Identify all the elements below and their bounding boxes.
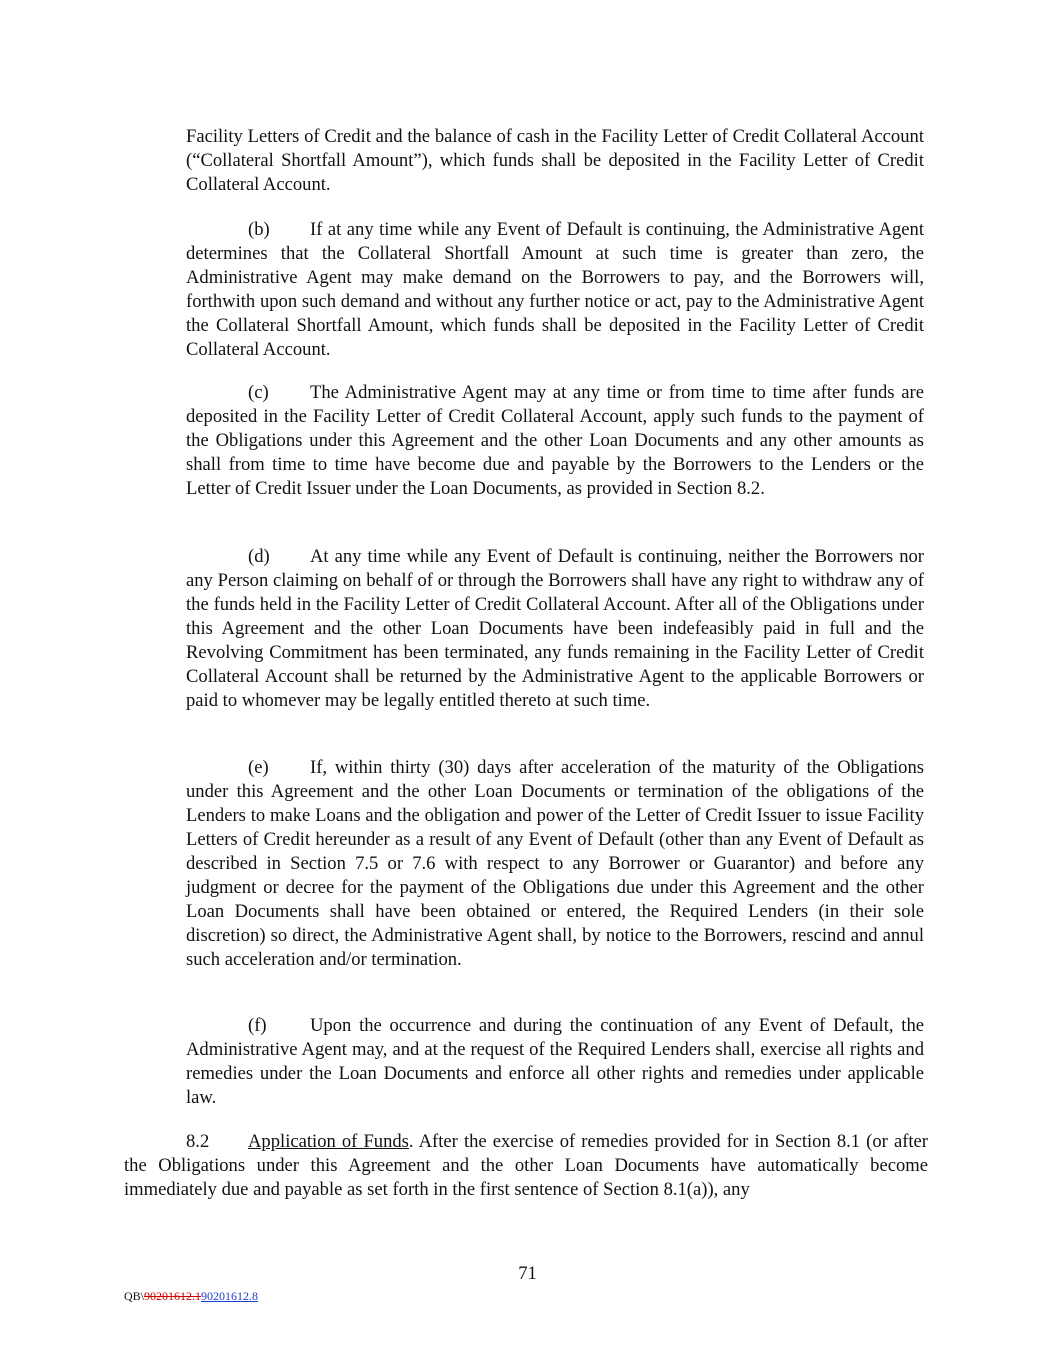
- paragraph-d-text: At any time while any Event of Default is continuing, neither the Borrowers nor any Person claiming on behalf of or through the Borrowers shall have any right to withdraw any of the funds held in the Facility Letter of Credit Collateral Account. After all of the Obligations under this Agreement and the other Loan Documents have been indefeasibly paid in full and the Revolving Commitment has been terminated, any funds remaining in the Facility Letter of Credit Collateral Account shall be returned by the Administrative Agent to the applicable Borrowers or paid to whomever may be legally entitled thereto at such time.: [186, 546, 924, 711]
- document-id-footer: [124, 1288, 258, 1304]
- paragraph-e: [186, 756, 924, 972]
- section-8-2-heading: Application of Funds: [248, 1131, 409, 1152]
- paragraph-b-text: If at any time while any Event of Default is continuing, the Administrative Agent determines that the Collateral Shortfall Amount at such time is greater than zero, the Administrative Agent may make demand on the Borrowers to pay, and the Borrowers will, forthwith upon such demand and without any further notice or act, pay to the Administrative Agent the Collateral Shortfall Amount, which funds shall be deposited in the Facility Letter of Credit Collateral Account.: [186, 219, 924, 360]
- section-8-2: [124, 1130, 928, 1202]
- paragraph-f-marker: (f): [248, 1015, 267, 1036]
- paragraph-e-marker: (e): [248, 757, 269, 778]
- paragraph-d: [186, 545, 924, 713]
- paragraph-b: [186, 218, 924, 362]
- paragraph-f: [186, 1014, 924, 1110]
- paragraph-b-marker: (b): [248, 219, 270, 240]
- paragraph-c: [186, 381, 924, 501]
- paragraph-continuation: Facility Letters of Credit and the balance of cash in the Facility Letter of Credit Collateral Account (“Collateral Shortfall Amount”), which funds shall be deposited in the Facility Letter of Credit Collateral Account.: [186, 126, 924, 195]
- paragraph-c-marker: (c): [248, 382, 269, 403]
- paragraph-d-marker: (d): [248, 546, 270, 567]
- paragraph-c-text: The Administrative Agent may at any time or from time to time after funds are deposited in the Facility Letter of Credit Collateral Account, apply such funds to the payment of the Obligations under this Agreement and the other Loan Documents and any other amounts as shall from time to time have become due and payable by the Borrowers to the Lenders or the Letter of Credit Issuer under the Loan Documents, as provided in Section 8.2.: [186, 382, 924, 499]
- footer-prefix: QB\: [124, 1289, 145, 1303]
- section-8-2-text: . After the exercise of remedies provided for in Section 8.1 (or after the Obligations under this Agreement and the other Loan Documents have automatically become immediately due and payable as set forth in the first sentence of Section 8.1(a)), any: [124, 1131, 928, 1200]
- footer-inserted-id: 90201612.8: [201, 1289, 259, 1303]
- paragraph-f-text: Upon the occurrence and during the continuation of any Event of Default, the Administrative Agent may, and at the request of the Required Lenders shall, exercise all rights and remedies under the Loan Documents and enforce all other rights and remedies under applicable law.: [186, 1015, 924, 1108]
- section-8-2-number: 8.2: [186, 1131, 210, 1152]
- paragraph-e-text: If, within thirty (30) days after acceleration of the maturity of the Obligations under this Agreement and the other Loan Documents or termination of the obligations of the Lenders to make Loans and the obligation and power of the Letter of Credit Issuer to issue Facility Letters of Credit hereunder as a result of any Event of Default (other than any Event of Default as described in Section 7.5 or 7.6 with respect to any Borrower or Guarantor) and before any judgment or decree for the payment of the Obligations due under this Agreement and the other Loan Documents shall have been obtained or entered, the Required Lenders (in their sole discretion) so direct, the Administrative Agent shall, by notice to the Borrowers, rescind and annul such acceleration and/or termination.: [186, 757, 924, 970]
- footer-deleted-id: 90201612.1: [144, 1289, 202, 1303]
- page-number: 71: [518, 1263, 537, 1284]
